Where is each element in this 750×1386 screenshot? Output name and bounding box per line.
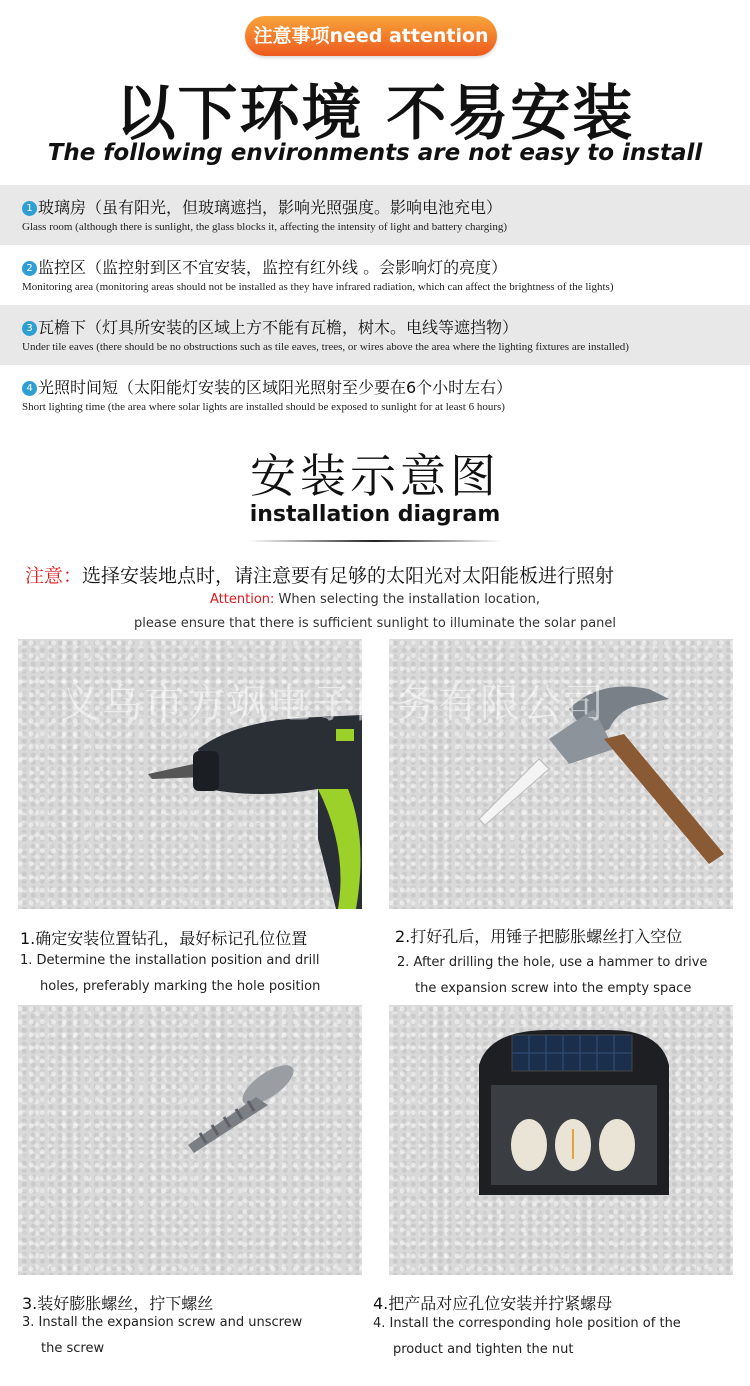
divider bbox=[248, 540, 502, 542]
notice-text-cn: 监控区（监控射到区不宜安装，监控有红外线 。会影响灯的亮度） bbox=[38, 258, 508, 277]
diagram-subtitle: installation diagram bbox=[249, 502, 501, 527]
notice-monitoring-area bbox=[0, 245, 750, 305]
step3-caption-en-1: 3. Install the expansion screw and unscrew bbox=[22, 1315, 303, 1330]
screw-icon bbox=[18, 1005, 362, 1275]
step1-caption-en-1: 1. Determine the installation position and drill bbox=[20, 953, 320, 968]
notice-text-cn: 光照时间短（太阳能灯安装的区域阳光照射至少要在6个小时左右） bbox=[38, 378, 513, 397]
notice-text-en: Under tile eaves (there should be no obstructions such as tile eaves, trees, or wires above the area where the lighting fixtures are installed) bbox=[22, 341, 629, 353]
notice-text-en: Glass room (although there is sunlight, the glass blocks it, affecting the intensity of light and battery charging) bbox=[22, 221, 508, 233]
step2-caption-en-1: 2. After drilling the hole, use a hammer to drive bbox=[397, 955, 708, 970]
screw-photo bbox=[18, 1005, 362, 1275]
step3-caption-cn: 3.装好膨胀螺丝，拧下螺丝 bbox=[22, 1294, 214, 1313]
diagram-title: 安装示意图 bbox=[250, 449, 500, 503]
solar-light-icon bbox=[389, 1005, 733, 1275]
step4-caption-cn: 4.把产品对应孔位安装并拧紧螺母 bbox=[373, 1294, 613, 1313]
solar-light-photo bbox=[389, 1005, 733, 1275]
attention-badge: 注意事项need attention bbox=[245, 16, 497, 56]
watermark-text: 义乌市方飒电子商务有限公司 bbox=[60, 681, 606, 727]
notice-short-lighting bbox=[0, 365, 750, 425]
step2-caption-en-2: the expansion screw into the empty space bbox=[415, 981, 692, 996]
number-badge-icon: 2 bbox=[22, 261, 37, 276]
page-subtitle: The following environments are not easy to install bbox=[47, 140, 703, 166]
notice-text-cn: 瓦檐下（灯具所安装的区域上方不能有瓦檐，树木。电线等遮挡物） bbox=[38, 318, 519, 337]
attention-note-en-line2: please ensure that there is sufficient sunlight to illuminate the solar panel bbox=[133, 616, 617, 631]
number-badge-icon: 3 bbox=[22, 321, 37, 336]
step1-caption-cn: 1.确定安装位置钻孔，最好标记孔位位置 bbox=[20, 929, 308, 948]
step3-caption-en-2: the screw bbox=[41, 1341, 105, 1356]
page-title: 以下环境 不易安装 bbox=[115, 79, 635, 149]
notice-glass-room bbox=[0, 185, 750, 245]
attention-note-en-line1: Attention: When selecting the installation location, bbox=[210, 592, 540, 607]
number-badge-icon: 1 bbox=[22, 201, 37, 216]
attention-note-cn: 注意：选择安装地点时，请注意要有足够的太阳光对太阳能板进行照射 bbox=[25, 565, 615, 587]
notice-text-cn: 玻璃房（虽有阳光，但玻璃遮挡，影响光照强度。影响电池充电） bbox=[38, 198, 503, 217]
notice-tile-eaves bbox=[0, 305, 750, 365]
step4-caption-en-2: product and tighten the nut bbox=[393, 1342, 574, 1357]
step2-caption-cn: 2.打好孔后，用锤子把膨胀螺丝打入空位 bbox=[395, 927, 683, 946]
number-badge-icon: 4 bbox=[22, 381, 37, 396]
step1-caption-en-2: holes, preferably marking the hole position bbox=[40, 979, 321, 994]
notice-text-en: Monitoring area (monitoring areas should not be installed as they have infrared radiation, which can affect the brightness of the lights) bbox=[22, 281, 614, 293]
step4-caption-en-1: 4. Install the corresponding hole position of the bbox=[373, 1316, 681, 1331]
notice-text-en: Short lighting time (the area where solar lights are installed should be exposed to sunlight for at least 6 hours) bbox=[22, 401, 505, 413]
